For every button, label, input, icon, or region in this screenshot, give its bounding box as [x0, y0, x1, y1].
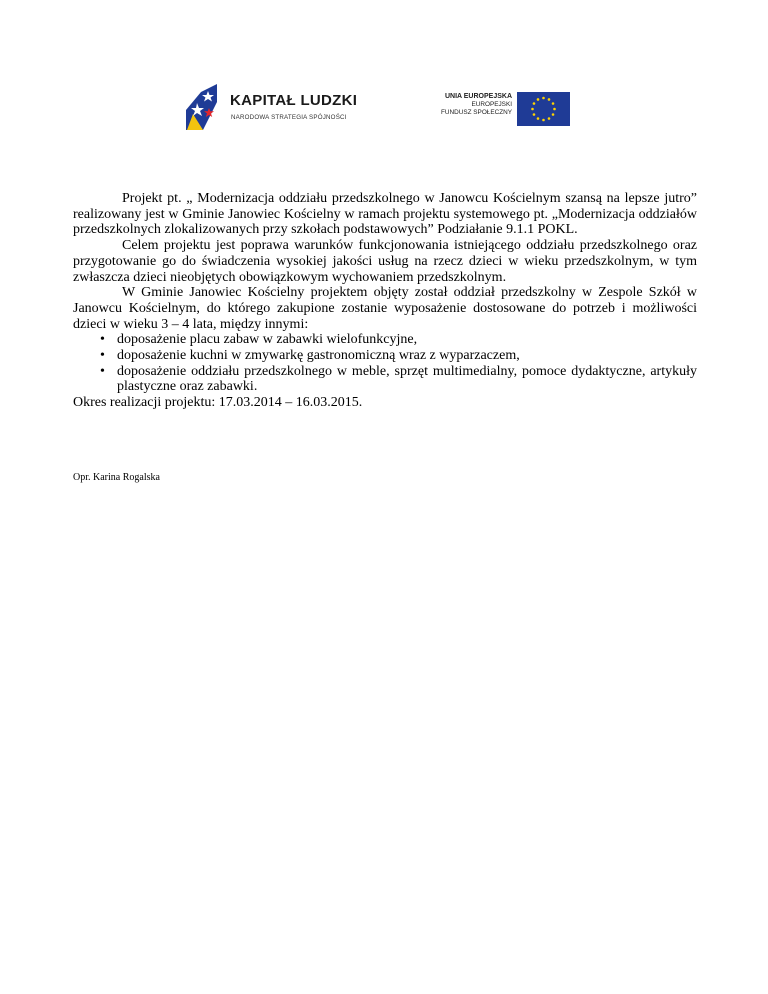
eu-star-icon: [548, 117, 551, 120]
list-item: [73, 364, 697, 395]
eu-star-icon: [552, 113, 555, 116]
kapital-ludzki-emblem-icon: [183, 84, 229, 130]
kapital-ludzki-logo: [183, 84, 363, 134]
project-period: Okres realizacji projektu: 17.03.2014 – 16.03.2015.: [73, 395, 363, 411]
list-item-text: doposażenie placu zabaw w zabawki wielofunkcyjne,: [117, 332, 418, 348]
eu-logo: [432, 90, 572, 128]
eu-star-icon: [537, 98, 540, 101]
kapital-ludzki-title: KAPITAŁ LUDZKI: [230, 92, 358, 109]
author-note: Opr. Karina Rogalska: [73, 472, 160, 483]
bullet-icon: •: [100, 363, 105, 379]
eu-flag-icon: [517, 92, 570, 126]
eu-star-icon: [533, 113, 536, 116]
paragraph-project: Projekt pt. „ Modernizacja oddziału przedszkolnego w Janowcu Kościelnym szansą na lepsze jutro” realizowany jest w Gminie Janowiec Kościelny w ramach projektu systemowego pt. „Modernizacja oddziałów przedszkolnych zlokalizowanych przy szkołach podstawowych” Podziałanie 9.1.1 POKL.: [73, 191, 697, 238]
eu-line-3: FUNDUSZ SPOŁECZNY: [440, 109, 512, 116]
list-item-text: doposażenie oddziału przedszkolnego w meble, sprzęt multimedialny, pomoce dydaktyczne, artykuły plastyczne oraz zabawki.: [117, 363, 697, 395]
bullet-icon: •: [100, 348, 105, 364]
document-body: [73, 191, 697, 411]
list-item: [73, 332, 697, 348]
eu-logo-text: [441, 93, 512, 117]
eu-star-icon: [542, 97, 545, 100]
eu-star-icon: [552, 102, 555, 105]
eu-star-icon: [533, 102, 536, 105]
eu-star-icon: [537, 117, 540, 120]
eu-line-2: EUROPEJSKI: [471, 101, 512, 108]
eu-star-icon: [548, 98, 551, 101]
list-item: [73, 348, 697, 364]
eu-star-icon: [542, 119, 545, 122]
equipment-list: [73, 332, 697, 395]
paragraph-scope: W Gminie Janowiec Kościelny projektem objęty został oddział przedszkolny w Zespole Szkół w Janowcu Kościelnym, do którego zakupione zostanie wyposażenie dostosowane do potrzeb i możliwości dzieci w wieku 3 – 4 lata, między innymi:: [73, 285, 697, 332]
eu-star-icon: [531, 108, 534, 111]
kapital-ludzki-subtitle: NARODOWA STRATEGIA SPÓJNOŚCI: [231, 114, 347, 121]
paragraph-goal: Celem projektu jest poprawa warunków funkcjonowania istniejącego oddziału przedszkolnego oraz przygotowanie go do świadczenia wysokiej jakości usług na rzecz dzieci w wieku przedszkolnym, w tym zwłaszcza dzieci nieobjętych obowiązkowym wychowaniem przedszkolnym.: [73, 238, 697, 285]
eu-line-1: UNIA EUROPEJSKA: [444, 93, 512, 100]
eu-star-icon: [553, 108, 556, 111]
bullet-icon: •: [100, 332, 105, 348]
list-item-text: doposażenie kuchni w zmywarkę gastronomiczną wraz z wyparzaczem,: [117, 348, 520, 364]
